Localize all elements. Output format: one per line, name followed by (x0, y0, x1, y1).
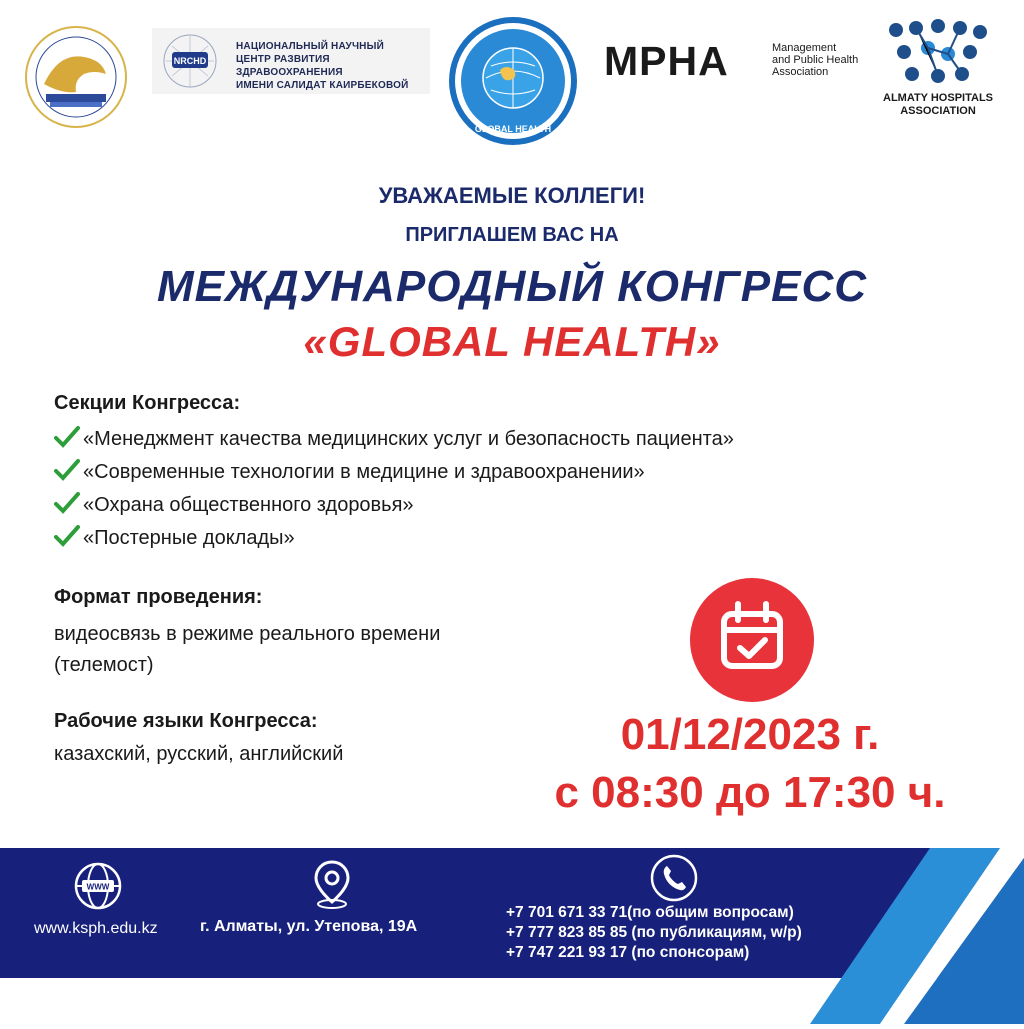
section-item: «Менеджмент качества медицинских услуг и безопасность пациента» (54, 426, 734, 451)
checkmark-icon (54, 459, 80, 481)
almaty-hospitals-name: ALMATY HOSPITALS ASSOCIATION (883, 92, 993, 117)
nrchd-name: НАЦИОНАЛЬНЫЙ НАУЧНЫЙ ЦЕНТР РАЗВИТИЯ ЗДРАВООХРАНЕНИЯ ИМЕНИ САЛИДАТ КАИРБЕКОВОЙ (236, 41, 409, 91)
phone-number[interactable]: +7 701 671 33 71(по общим вопросам) (506, 904, 794, 921)
checkmark-icon (54, 492, 80, 514)
congress-name: «GLOBAL HEALTH» (303, 318, 721, 365)
global-health-congress-logo (446, 14, 580, 148)
nrchd-badge-text: NRCHD (173, 56, 207, 66)
section-item: «Охрана общественного здоровья» (54, 492, 414, 517)
location-pin-icon (306, 858, 358, 910)
section-item: «Постерные доклады» (54, 525, 295, 550)
section-item: «Современные технологии в медицине и здравоохранении» (54, 459, 645, 484)
languages-title: Рабочие языки Конгресса: (54, 710, 318, 732)
greeting: УВАЖАЕМЫЕ КОЛЛЕГИ! (378, 183, 646, 208)
event-date: 01/12/2023 г. (620, 710, 880, 759)
phone-number[interactable]: +7 747 221 93 17 (по спонсорам) (506, 944, 750, 961)
university-logo (14, 22, 138, 132)
mpha-subtitle: Management and Public Health Association (772, 42, 859, 78)
checkmark-icon (54, 525, 80, 547)
invitation: ПРИГЛАШЕМ ВАС НА (405, 224, 619, 246)
format-text: видеосвязь в режиме реального времени (телемост) (54, 623, 441, 676)
global-health-logo-text: GLOBAL HEALTH (474, 124, 552, 134)
calendar-icon (690, 578, 814, 702)
phone-number[interactable]: +7 777 823 85 85 (по публикациям, w/p) (506, 924, 802, 941)
event-time: с 08:30 до 17:30 ч. (554, 768, 946, 817)
website-link[interactable]: www.ksph.edu.kz (34, 920, 158, 937)
sections-title: Секции Конгресса: (54, 392, 241, 414)
checkmark-icon (54, 426, 80, 448)
congress-title: МЕЖДУНАРОДНЫЙ КОНГРЕСС (156, 262, 868, 311)
mpha-logo: MPHA (604, 38, 729, 84)
globe-icon (72, 860, 124, 912)
phone-icon (648, 852, 700, 904)
almaty-hospitals-icon (882, 18, 992, 84)
address: г. Алматы, ул. Утепова, 19А (200, 918, 418, 935)
languages-text: казахский, русский, английский (54, 743, 344, 765)
format-title: Формат проведения: (54, 586, 263, 608)
svg-text:WWW: WWW (86, 882, 110, 892)
